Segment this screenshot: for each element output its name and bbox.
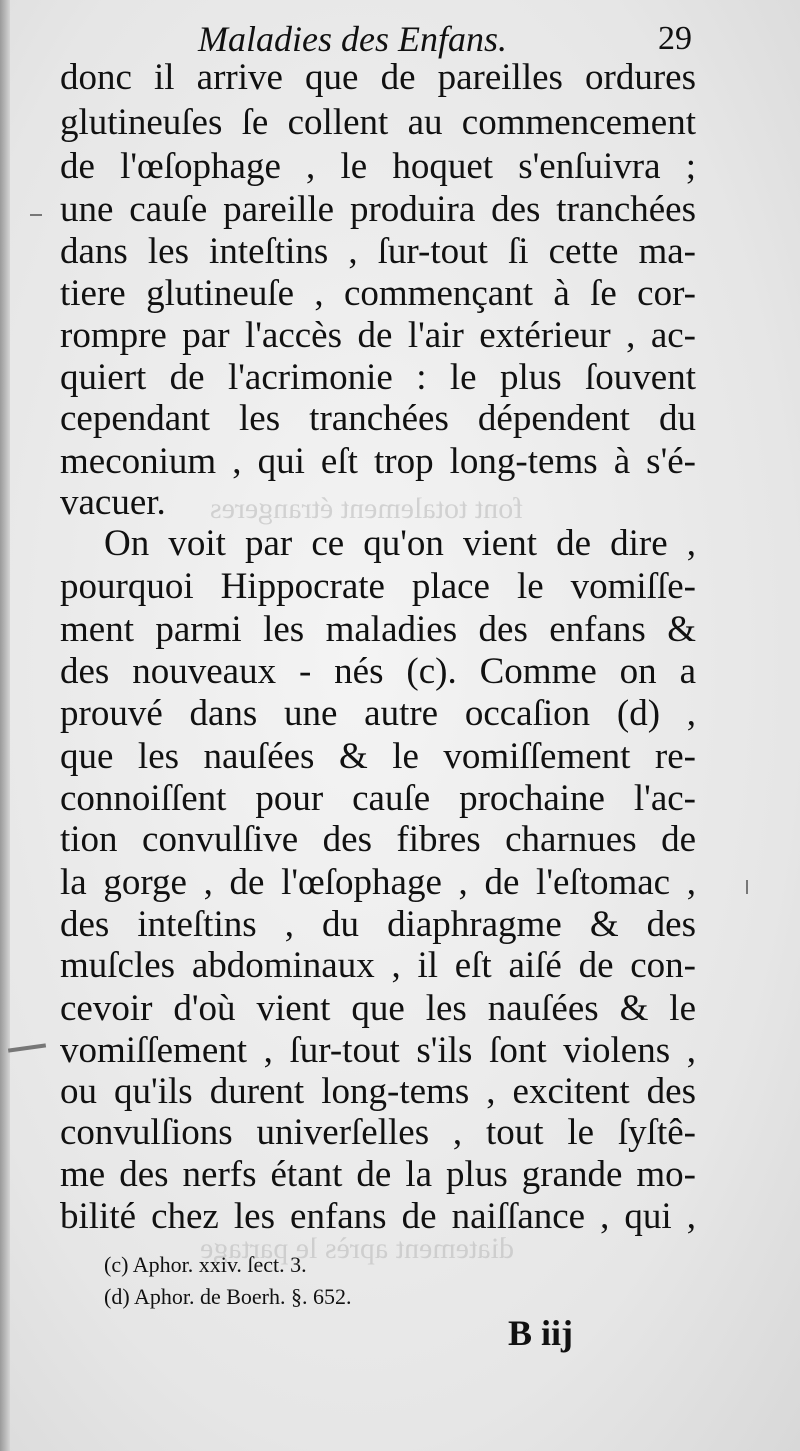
footnote-c: (c) Aphor. xxiv. ſect. 3.	[104, 1252, 307, 1277]
text-line: quiert de l'acrimonie : le plus ſouvent	[60, 357, 696, 398]
footnote-d: (d) Aphor. de Boerh. §. 652.	[104, 1284, 352, 1309]
signature-mark: B iij	[508, 1313, 574, 1353]
text-line: la gorge , de l'œſophage , de l'eſtomac ,	[60, 862, 696, 903]
text-line: dans les inteſtins , ſur-tout ſi cette ma-	[60, 231, 696, 272]
text-line: des inteſtins , du diaphragme & des	[60, 904, 696, 945]
show-through-text: font totalement étrangeres	[210, 492, 524, 525]
paragraph-first-line: On voit par ce qu'on vient de dire ,	[104, 523, 696, 564]
text-line: que les nauſées & le vomiſſement re-	[60, 736, 696, 777]
text-line: vomiſſement , ſur-tout s'ils ſont violens ,	[60, 1030, 696, 1071]
stray-mark	[30, 214, 42, 216]
text-line: convulſions univerſelles , tout le ſyſtê-	[60, 1112, 696, 1153]
text-line: des nouveaux - nés (c). Comme on a	[60, 651, 696, 692]
text-line: meconium , qui eſt trop long-tems à s'é-	[60, 441, 696, 482]
text-line: une cauſe pareille produira des tranchées	[60, 189, 696, 230]
stray-mark	[746, 880, 748, 894]
text-line: tiere glutineuſe , commençant à ſe cor-	[60, 273, 696, 314]
text-line: muſcles abdominaux , il eſt aiſé de con-	[60, 945, 696, 986]
text-line: donc il arrive que de pareilles ordures	[60, 57, 696, 98]
text-line: pourquoi Hippocrate place le vomiſſe-	[60, 566, 696, 607]
text-line: de l'œſophage , le hoquet s'enſuivra ;	[60, 146, 696, 187]
footnotes	[104, 1249, 524, 1313]
text-line: prouvé dans une autre occaſion (d) ,	[60, 693, 696, 734]
text-line: connoiſſent pour cauſe prochaine l'ac-	[60, 778, 696, 819]
text-line: bilité chez les enfans de naiſſance , qui ,	[60, 1196, 696, 1237]
text-line: vacuer.	[60, 482, 166, 523]
page-gutter	[0, 0, 10, 1451]
text-line: rompre par l'accès de l'air extérieur , ac-	[60, 315, 696, 356]
text-line: ment parmi les maladies des enfans &	[60, 609, 696, 650]
running-title: Maladies des Enfans.	[198, 19, 507, 59]
stray-mark	[8, 1043, 46, 1052]
show-through-text: diatement après le partage	[200, 1232, 515, 1265]
text-line: cependant les tranchées dépendent du	[60, 398, 696, 439]
text-line: me des nerfs étant de la plus grande mo-	[60, 1154, 696, 1195]
text-line: tion convulſive des fibres charnues de	[60, 819, 696, 860]
text-line: glutineuſes ſe collent au commencement	[60, 102, 696, 143]
text-line: ou qu'ils durent long-tems , excitent des	[60, 1071, 696, 1112]
page-number: 29	[658, 20, 692, 57]
text-line: cevoir d'où vient que les nauſées & le	[60, 988, 696, 1029]
